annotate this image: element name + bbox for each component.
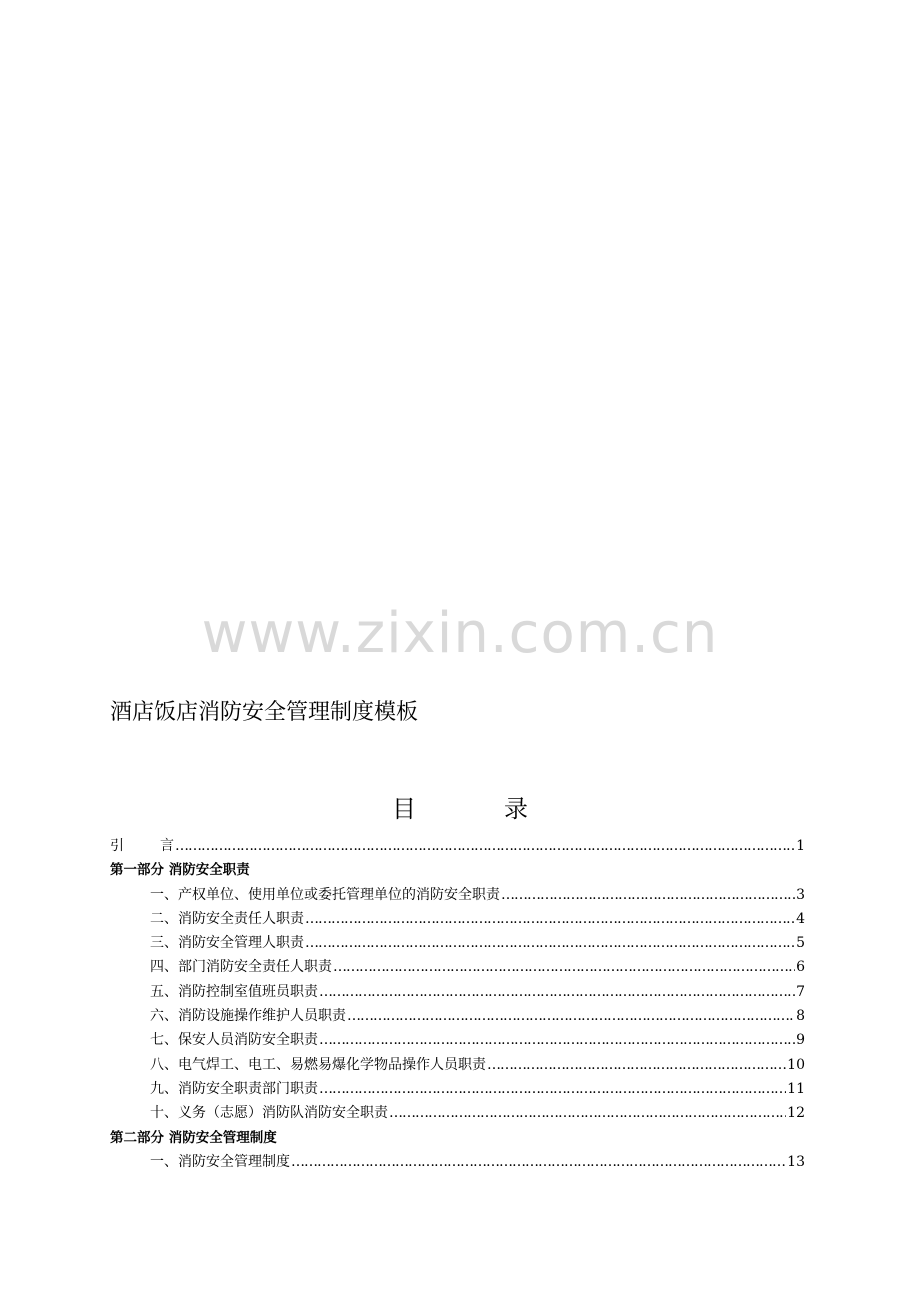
- toc-entry[interactable]: [110, 931, 805, 955]
- toc-leader-dots: [319, 980, 795, 1004]
- toc-entry[interactable]: [110, 1077, 805, 1101]
- toc-entry-intro[interactable]: [110, 834, 805, 858]
- table-of-contents: [110, 834, 805, 1174]
- toc-heading: [392, 792, 532, 826]
- toc-part-label: 第一部分 消防安全职责: [110, 862, 250, 879]
- toc-entry-label: 十、义务（志愿）消防队消防安全职责: [150, 1105, 388, 1122]
- document-title: 酒店饭店消防安全管理制度模板: [110, 700, 419, 725]
- toc-leader-dots: [347, 1004, 795, 1028]
- toc-page-number: 3: [796, 886, 805, 903]
- toc-leader-dots: [487, 1053, 786, 1077]
- toc-page-number: 4: [796, 910, 805, 927]
- toc-leader-dots: [333, 955, 795, 979]
- toc-entry-label: 七、保安人员消防安全职责: [150, 1032, 318, 1049]
- toc-leader-dots: [319, 1077, 786, 1101]
- toc-entry-label: 一、产权单位、使用单位或委托管理单位的消防安全职责: [150, 886, 500, 903]
- toc-page-number: 13: [787, 1153, 805, 1170]
- toc-page-number: 10: [787, 1056, 805, 1073]
- toc-leader-dots: [501, 883, 795, 907]
- toc-entry-label: 五、消防控制室值班员职责: [150, 983, 318, 1000]
- toc-page-number: 8: [796, 1008, 805, 1025]
- toc-page-number: 11: [787, 1080, 805, 1097]
- toc-leader-dots: [319, 1028, 795, 1052]
- toc-entry-label: 八、电气焊工、电工、易燃易爆化学物品操作人员职责: [150, 1056, 486, 1073]
- toc-page-number: 1: [796, 838, 805, 854]
- watermark: www.zixin.com.cn: [201, 601, 719, 666]
- toc-leader-dots: [305, 931, 795, 955]
- toc-entry[interactable]: [110, 1053, 805, 1077]
- toc-leader-dots: [175, 834, 795, 858]
- toc-entry[interactable]: [110, 883, 805, 907]
- toc-leader-dots: [291, 1150, 786, 1174]
- toc-entry[interactable]: [110, 1101, 805, 1125]
- toc-part-label: 第二部分 消防安全管理制度: [110, 1129, 277, 1146]
- toc-entry[interactable]: [110, 1004, 805, 1028]
- toc-heading-char-2: 录: [504, 795, 528, 823]
- toc-part-1-heading[interactable]: [110, 858, 805, 882]
- toc-entry[interactable]: [110, 1150, 805, 1174]
- toc-leader-dots: [389, 1101, 786, 1125]
- toc-part-2-heading[interactable]: [110, 1126, 805, 1150]
- toc-page-number: 9: [796, 1032, 805, 1049]
- toc-page-number: 5: [796, 935, 805, 952]
- toc-entry-label: 三、消防安全管理人职责: [150, 935, 304, 952]
- toc-entry-label: 引 言: [110, 838, 174, 854]
- toc-leader-dots: [305, 907, 795, 931]
- toc-entry-label: 六、消防设施操作维护人员职责: [150, 1008, 346, 1025]
- toc-page-number: 6: [796, 959, 805, 976]
- toc-entry[interactable]: [110, 980, 805, 1004]
- toc-entry[interactable]: [110, 1028, 805, 1052]
- toc-page-number: 12: [787, 1105, 805, 1122]
- toc-entry-label: 九、消防安全职责部门职责: [150, 1080, 318, 1097]
- toc-entry-label: 一、消防安全管理制度: [150, 1153, 290, 1170]
- toc-entry-label: 四、部门消防安全责任人职责: [150, 959, 332, 976]
- toc-heading-char-1: 目: [392, 795, 416, 823]
- toc-entry-label: 二、消防安全责任人职责: [150, 910, 304, 927]
- toc-entry[interactable]: [110, 955, 805, 979]
- toc-page-number: 7: [796, 983, 805, 1000]
- toc-entry[interactable]: [110, 907, 805, 931]
